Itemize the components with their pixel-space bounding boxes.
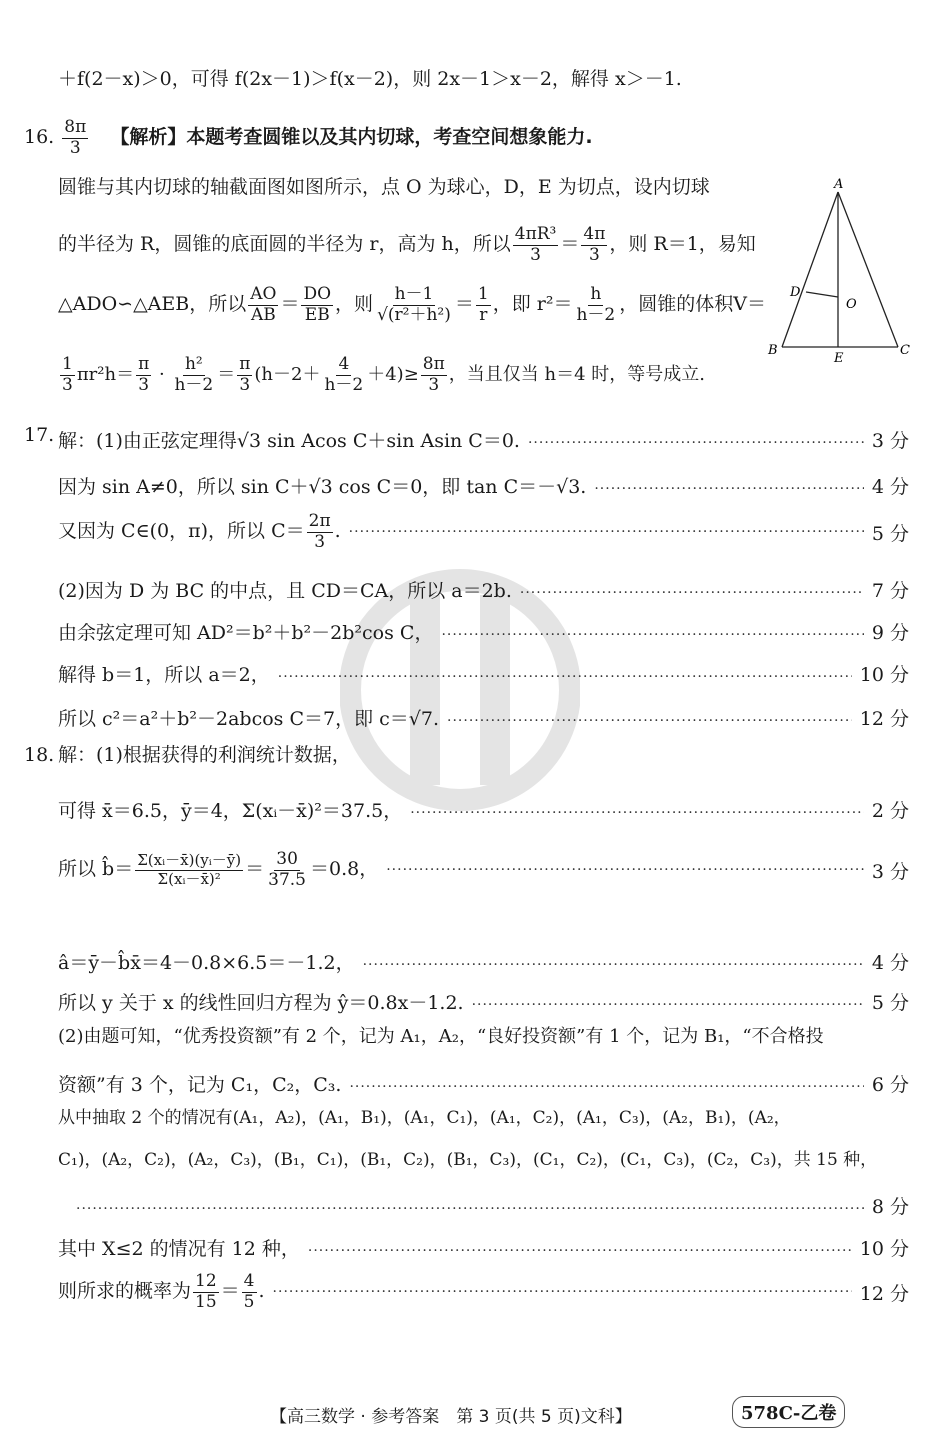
q18-row-8: 则所求的概率为 $\frac{12}{15}$ ＝ $\frac{4}{5}$ . ····· 12 分 — [58, 1272, 909, 1312]
q17-row-1: 解：(1)由正弦定理得√3 sin Acos C＋sin Asin C＝0. ····· 3 分 — [58, 426, 909, 453]
q16-line-4: $\frac{1}{3}$ πr²h＝ $\frac{\pi}{3}$ · $\frac{\text{h²}}{h-2}$ ＝ $\frac{\pi}{3}$ (h－2＋ $\frac{4}{h-2}$ ＋4)≥ $\frac{8\pi}{3}$ ，当且仅当 h＝4 时，等号成立. — [62, 354, 706, 395]
figure-label-c: C — [900, 343, 910, 358]
q17-row-2: 因为 sin A≠0，所以 sin C＋√3 cos C＝0，即 tan C＝－√3. ····· 4 分 — [58, 472, 909, 499]
q16-answer: $\frac{8\pi}{3}$ — [64, 117, 87, 158]
q17-row-7: 所以 c²＝a²＋b²－2abcos C＝7，即 c＝√7. ····· 12 分 — [58, 704, 909, 731]
figure-label-a: A — [834, 177, 844, 192]
page-footer: 【高三数学 · 参考答案 第 3 页(共 5 页)文科】 — [270, 1407, 632, 1427]
q16-line-3: △ADO∽△AEB，所以 $\frac{AO}{AB}$ ＝ $\frac{DO}{EB}$ ，则 $\frac{h-1}{\text{√(r²＋h²)}}$ ＝ $\frac{1}{r}$ ，即 r²＝ $\frac{h}{h-2}$ ，圆锥的体积V＝ — [58, 284, 766, 325]
figure-label-d: D — [790, 285, 801, 300]
q17-number: 17. — [24, 424, 55, 446]
q18-cases-line-1: 从中抽取 2 个的情况有(A₁，A₂)，(A₁，B₁)，(A₁，C₁)，(A₁，C₂)，(A₁，C₃)，(A₂，B₁)，(A₂， — [58, 1108, 791, 1128]
q18-row-3: â＝ȳ－b̂x̄＝4－0.8×6.5＝－1.2， ····· 4 分 — [58, 948, 909, 975]
q18-row-5: 资额”有 3 个，记为 C₁，C₂，C₃. ····· 6 分 — [58, 1070, 909, 1097]
q16-line-1: 圆锥与其内切球的轴截面图如图所示，点 O 为球心，D，E 为切点，设内切球 — [58, 176, 710, 198]
q17-row-3: 又因为 C∈(0，π)，所以 C＝ $\frac{2\pi}{3}$ . ····· 5 分 — [58, 512, 909, 552]
figure-label-e: E — [834, 351, 844, 366]
q18-intro: 解：(1)根据获得的利润统计数据， — [58, 744, 351, 766]
q17-row-6: 解得 b＝1，所以 a＝2， ····· 10 分 — [58, 660, 909, 687]
q17-row-4: (2)因为 D 为 BC 的中点，且 CD＝CA，所以 a＝2b. ····· 7 分 — [58, 576, 909, 603]
figure-label-o: O — [846, 297, 857, 312]
q18-row-2: 所以 b̂＝ $\frac{\text{Σ(xᵢ－x̄)(yᵢ－ȳ)}}{\text{Σ(xᵢ－x̄)²}}$ ＝ $\frac{30}{37.5}$ ＝0.8， ····· 3 分 — [58, 850, 909, 890]
cone-cross-section-figure — [760, 172, 920, 372]
q18-row-7: 其中 X≤2 的情况有 12 种， ····· 10 分 — [58, 1234, 909, 1261]
q18-row-4: 所以 y 关于 x 的线性回归方程为 ŷ＝0.8x－1.2. ····· 5 分 — [58, 988, 909, 1015]
q16-header — [24, 118, 593, 158]
q18-cases-line-2: C₁)，(A₂，C₂)，(A₂，C₃)，(B₁，C₁)，(B₁，C₂)，(B₁，C₃)，(C₁，C₂)，(C₁，C₃)，(C₂，C₃)，共 15 种， — [58, 1150, 878, 1170]
q16-analysis: 【解析】本题考查圆锥以及其内切球，考查空间想象能力. — [110, 126, 593, 149]
q17-row-5: 由余弦定理可知 AD²＝b²＋b²－2b²cos C， ····· 9 分 — [58, 618, 909, 645]
q16-number: 16. — [24, 126, 55, 149]
figure-label-b: B — [768, 343, 778, 358]
q18-row-6: ····· 8 分 — [76, 1192, 909, 1219]
q18-row-1: 可得 x̄＝6.5，ȳ＝4，Σ(xᵢ－x̄)²＝37.5， ····· 2 分 — [58, 796, 909, 823]
q18-part2-line-1: (2)由题可知，“优秀投资额”有 2 个，记为 A₁，A₂，“良好投资额”有 1 个，记为 B₁，“不合格投 — [58, 1026, 824, 1047]
top-continuation-line: ＋f(2－x)＞0，可得 f(2x－1)＞f(x－2)，则 2x－1＞x－2，解得 x＞－1. — [58, 68, 682, 90]
exam-code-badge: 578C-乙卷 — [732, 1396, 845, 1428]
q18-number: 18. — [24, 744, 55, 766]
q16-line-2: 的半径为 R，圆锥的底面圆的半径为 r，高为 h，所以 $\frac{\text{4πR³}}{3}$ ＝ $\frac{4\pi}{3}$ ，则 R＝1，易知 — [58, 224, 756, 265]
